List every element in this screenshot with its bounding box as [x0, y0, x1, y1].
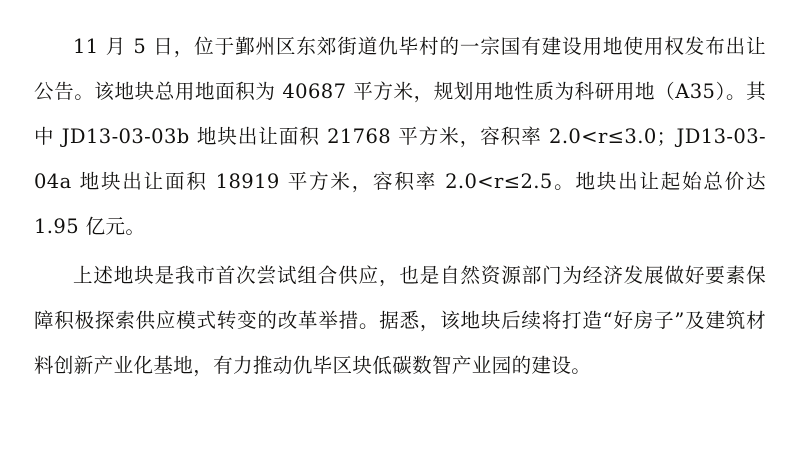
paragraph-2: 上述地块是我市首次尝试组合供应，也是自然资源部门为经济发展做好要素保障积极探索供应模式转变的改革举措。据悉，该地块后续将打造“好房子”及建筑材料创新产业化基地，有力推动仇毕区块低碳数智产业园的建设。 — [34, 264, 766, 377]
article-body — [34, 24, 766, 388]
paragraph-1: 11 月 5 日，位于鄞州区东郊街道仇毕村的一宗国有建设用地使用权发布出让公告。该地块总用地面积为 40687 平方米，规划用地性质为科研用地（A35）。其中 JD13-03-03b 地块出让面积 21768 平方米，容积率 2.0<r≤3.0；JD13-03-04a 地块出让面积 18919 平方米，容积率 2.0<r≤2.5。地块出让起始总价达 1.95 亿元。 — [34, 35, 766, 238]
